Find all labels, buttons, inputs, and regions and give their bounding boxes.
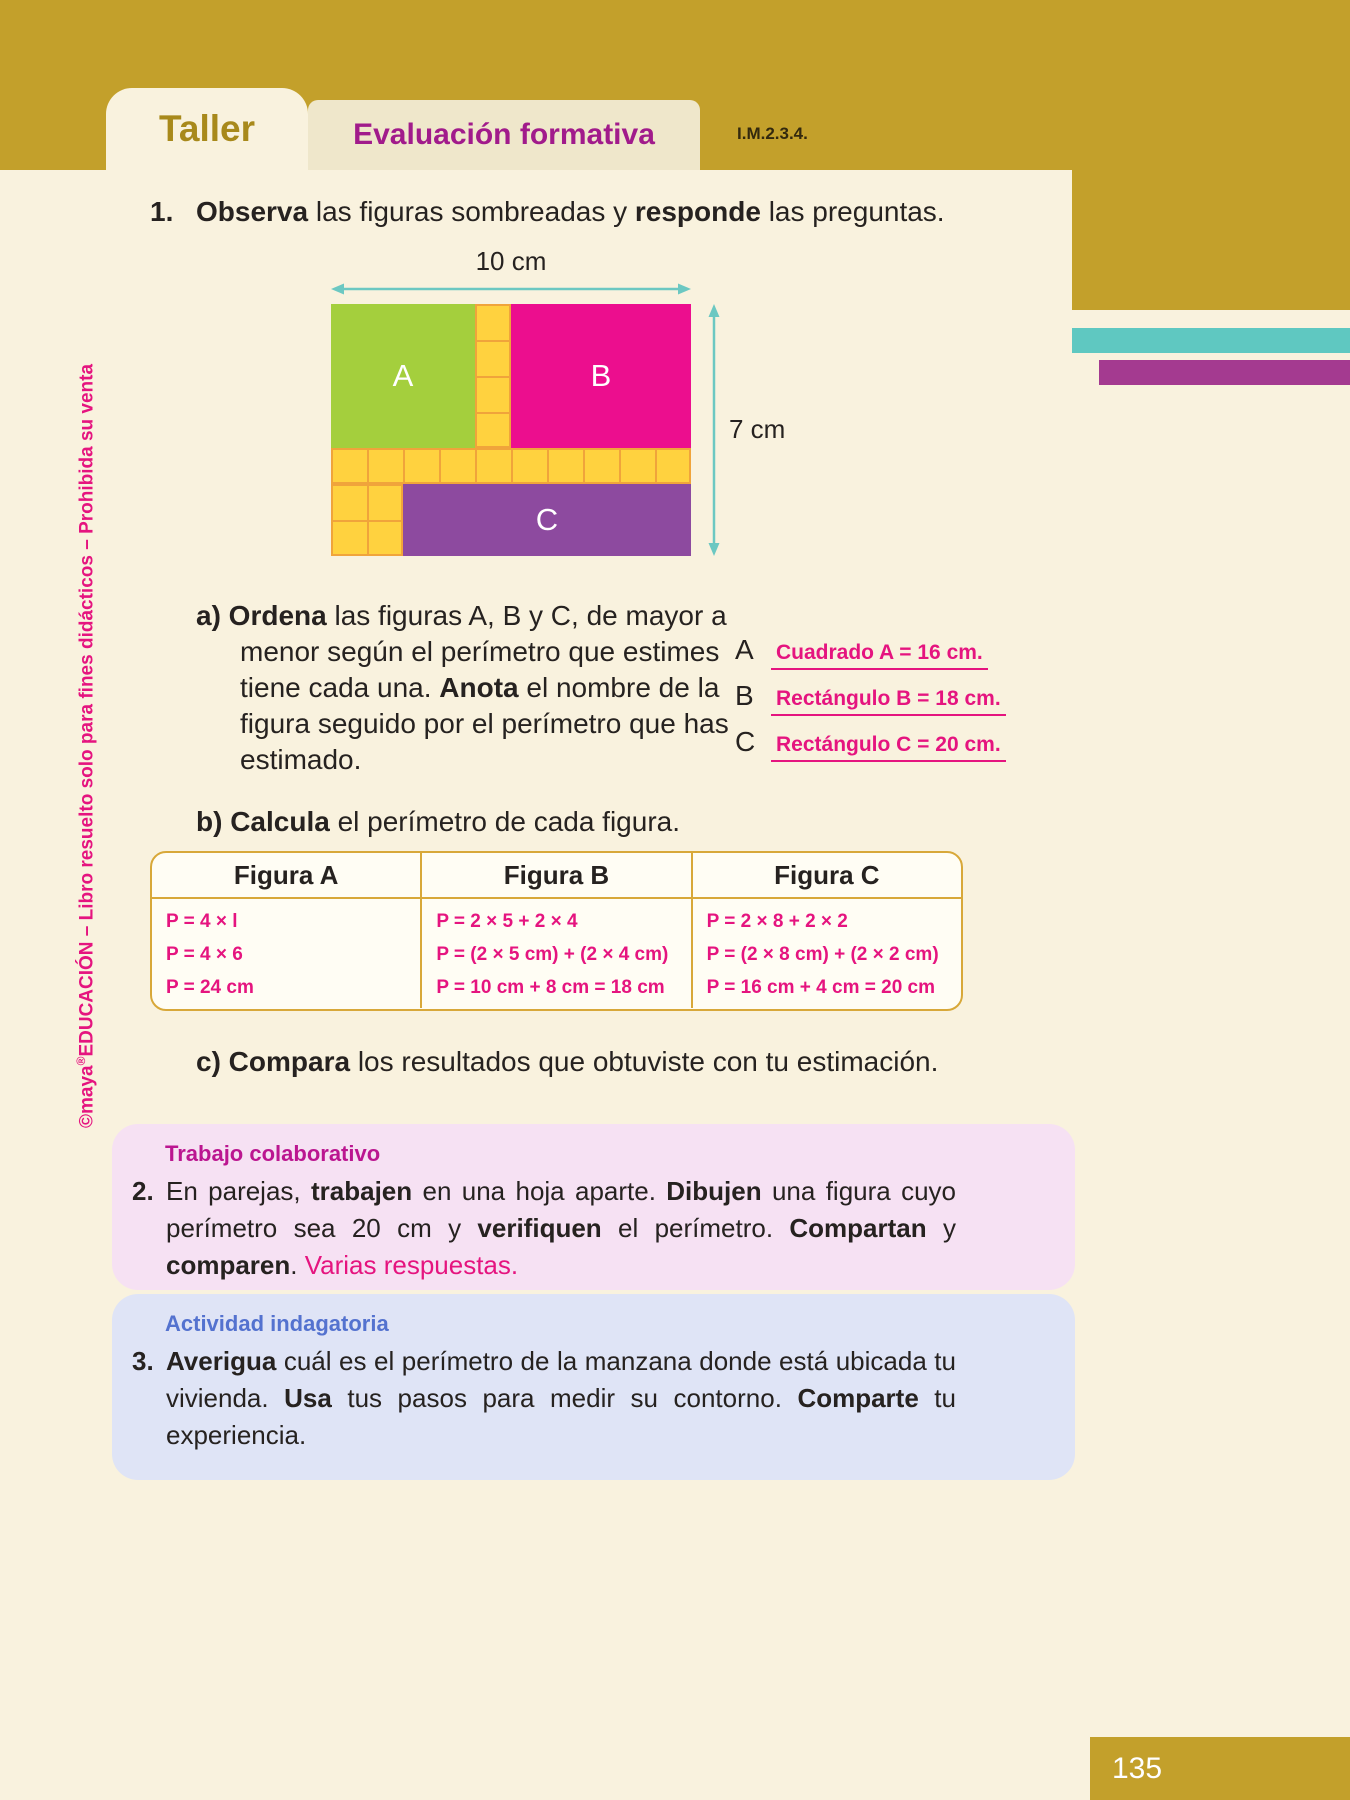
- figure-c-rectangle: [403, 484, 691, 556]
- table-cell-figura-c: [691, 899, 961, 1008]
- text-run: las figuras A, B y C, de mayor a menor según el perímetro que estimes tiene cada una.: [240, 600, 727, 703]
- calc-line: P = 16 cm + 4 cm = 20 cm: [706, 977, 935, 998]
- text-run: tu experiencia.: [166, 1383, 956, 1450]
- text-run: tus pasos para medir su contorno.: [331, 1383, 798, 1413]
- calc-line: P = 2 × 5 + 2 × 4: [436, 911, 578, 932]
- standard-code: I.M.2.3.4.: [737, 124, 808, 143]
- tab-taller: [106, 88, 308, 170]
- answer-row-a: [735, 634, 1006, 670]
- answer-note: Varias respuestas.: [304, 1250, 519, 1280]
- exercise-1-number: 1.: [150, 196, 174, 227]
- text-run: Averigua: [166, 1346, 277, 1376]
- calc-line: P = 4 × l: [166, 911, 238, 932]
- calc-line: P = 2 × 8 + 2 × 2: [706, 911, 848, 932]
- page-number-block: [1090, 1737, 1350, 1800]
- table-header-figura-c: Figura C: [691, 853, 961, 897]
- text-run: y: [926, 1213, 956, 1243]
- text-run: el perímetro de cada figura.: [329, 806, 681, 837]
- teal-accent-bar: [1072, 328, 1350, 353]
- text-run: a) Ordena: [196, 600, 327, 631]
- text-run: b) Calcula: [196, 806, 330, 837]
- yellow-unit-cells-corner: [331, 484, 403, 556]
- text-run: Comparte: [797, 1383, 919, 1413]
- exercise-1-instruction: [150, 194, 945, 230]
- perimeter-table: [150, 851, 963, 1011]
- exercise-2-text: [166, 1173, 956, 1284]
- text-run: una figura cuyo perímetro sea 20 cm y: [166, 1176, 956, 1243]
- inquiry-activity-box: [112, 1294, 1075, 1480]
- height-dimension-label: 7 cm: [729, 414, 786, 444]
- publisher-name: EDUCACIÓN: [76, 941, 98, 1057]
- exercise-2-number: 2.: [132, 1176, 154, 1206]
- part-a-answers: [735, 634, 1006, 772]
- text-run: responde: [634, 196, 761, 227]
- text-run: verifiquen: [477, 1213, 602, 1243]
- tab-evaluacion-label: Evaluación formativa: [353, 118, 655, 151]
- calc-line: P = 24 cm: [166, 977, 254, 998]
- text-run: las preguntas.: [760, 196, 945, 227]
- text-run: el nombre de la figura seguido por el perímetro que has estimado.: [240, 672, 729, 775]
- answer-letter: A: [735, 634, 754, 665]
- part-c-instruction: [196, 1044, 938, 1080]
- page-number: 135: [1112, 1751, 1163, 1785]
- table-cell-figura-b: [420, 899, 690, 1008]
- magenta-accent-bar: [1099, 360, 1350, 385]
- answer-value: Rectángulo B = 18 cm.: [771, 687, 1006, 716]
- exercise-2-instruction: [132, 1173, 956, 1284]
- text-run: cuál es el perímetro de la manzana donde está ubicada tu vivienda.: [166, 1346, 956, 1413]
- width-dimension-arrow: [331, 282, 691, 296]
- answer-value: Rectángulo C = 20 cm.: [771, 733, 1006, 762]
- table-header-figura-b: Figura B: [420, 853, 690, 897]
- table-cell-figura-a: [152, 899, 420, 1008]
- yellow-unit-cells-row: [331, 448, 691, 484]
- calc-line: P = 10 cm + 8 cm = 18 cm: [436, 977, 665, 998]
- calc-line: P = (2 × 5 cm) + (2 × 4 cm): [436, 944, 669, 965]
- figure-a-label: A: [392, 358, 414, 393]
- answer-row-c: [735, 726, 1006, 762]
- collaborative-work-heading: Trabajo colaborativo: [165, 1141, 381, 1166]
- text-run: Compartan: [789, 1213, 927, 1243]
- table-header-figura-a: Figura A: [233, 859, 339, 890]
- right-gold-band: [1072, 0, 1350, 310]
- text-run: c) Compara: [196, 1046, 351, 1077]
- registered-mark: ®: [74, 1056, 88, 1066]
- answer-row-b: [735, 680, 1006, 716]
- text-run: Dibujen: [666, 1176, 762, 1206]
- text-run: Observa: [196, 196, 309, 227]
- exercise-1-text: [196, 194, 945, 230]
- collaborative-work-box: [112, 1124, 1075, 1290]
- publisher-logo-text: ©maya: [76, 1065, 98, 1128]
- text-run: el perímetro.: [601, 1213, 790, 1243]
- tab-evaluacion-formativa: [308, 100, 700, 170]
- part-b-instruction: [196, 804, 680, 840]
- exercise-3-instruction: [132, 1343, 956, 1454]
- width-dimension-label: 10 cm: [475, 246, 547, 276]
- text-run: Anota: [439, 672, 519, 703]
- inquiry-activity-heading: Actividad indagatoria: [165, 1311, 389, 1336]
- perimeter-figure: [331, 246, 811, 576]
- text-run: comparen: [166, 1250, 291, 1280]
- table-header-row: [152, 853, 961, 899]
- tab-taller-label: Taller: [159, 108, 255, 149]
- unit-grid: [331, 304, 691, 556]
- text-run: En parejas,: [166, 1176, 311, 1206]
- text-run: los resultados que obtuviste con tu estimación.: [350, 1046, 939, 1077]
- text-run: Usa: [284, 1383, 332, 1413]
- answer-value: Cuadrado A = 16 cm.: [771, 641, 988, 670]
- copyright-notice: – Libro resuelto solo para fines didácticos – Prohibida su venta: [76, 363, 98, 942]
- figure-a-square: [331, 304, 475, 448]
- figure-b-label: B: [590, 358, 612, 393]
- figure-c-label: C: [535, 502, 559, 537]
- text-run: en una hoja aparte.: [412, 1176, 667, 1206]
- exercise-3-text: [166, 1343, 956, 1454]
- text-run: .: [290, 1250, 305, 1280]
- text-run: trabajen: [311, 1176, 413, 1206]
- yellow-unit-cells-column: [475, 304, 511, 448]
- part-a-instruction: [196, 598, 756, 778]
- calc-line: P = (2 × 8 cm) + (2 × 2 cm): [706, 944, 939, 965]
- figure-b-rectangle: [511, 304, 691, 448]
- height-dimension-arrow: [707, 304, 721, 556]
- answer-letter: B: [735, 680, 754, 711]
- copyright-vertical-text: [74, 363, 98, 1128]
- table-body: [152, 899, 961, 1008]
- exercise-3-number: 3.: [132, 1346, 154, 1376]
- text-run: las figuras sombreadas y: [308, 196, 635, 227]
- answer-letter: C: [735, 726, 756, 757]
- calc-line: P = 4 × 6: [166, 944, 243, 965]
